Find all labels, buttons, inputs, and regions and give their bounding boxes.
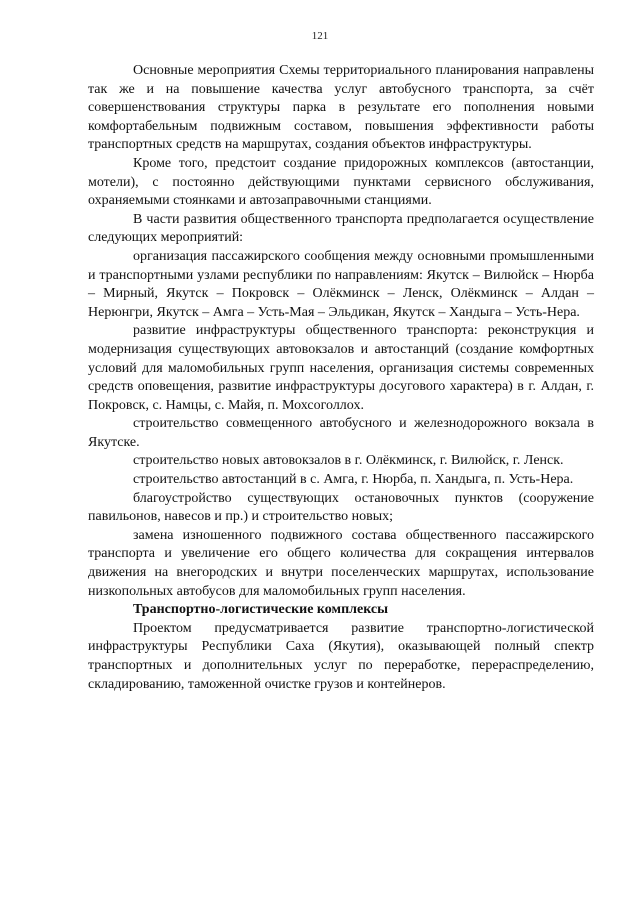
list-item-infrastructure-development: развитие инфраструктуры общественного транспорта: реконструкция и модернизация существующих автовокзалов и автостанций (создание комфортных условий для маломобильных групп населения, организация системы современных средств оповещения, развитие инфраструктуры досугового характера) в г. Алдан, г. Покровск, с. Намцы, с. Майя, п. Мохсоголлох. [88, 323, 594, 413]
paragraph-main-measures: Основные мероприятия Схемы территориального планирования направлены так же и на повышение качества услуг автобусного транспорта, за счёт совершенствования структуры парка в результате его пополнения новыми комфортабельным подвижным составом, повышения эффективности работы транспортных средств на маршрутах, создания объектов инфраструктуры. [88, 63, 594, 153]
list-item-stop-improvement: благоустройство существующих остановочных пунктов (сооружение павильонов, навесов и пр.) и строительство новых; [88, 490, 594, 525]
list-item-new-bus-terminals: строительство новых автовокзалов в г. Олёкминск, г. Вилюйск, г. Ленск. [133, 453, 564, 469]
list-item-fleet-replacement: замена изношенного подвижного состава общественного пассажирского транспорта и увеличение его общего количества для сокращения интервалов движения на внегородских и внутри поселенческих маршрутах, использование низкопольных автобусов для маломобильных групп населения. [88, 527, 594, 599]
list-item-passenger-routes: организация пассажирского сообщения между основными промышленными и транспортными узлами республики по направлениям: Якутск – Вилюйск – Нюрба – Мирный, Якутск – Покровск – Олёкминск – Ленск, Олёкминск – Алдан – Нерюнгри, Якутск – Амга – Усть-Мая – Эльдикан, Якутск – Хандыга – Усть-Нера. [88, 248, 594, 320]
paragraph-logistics: Проектом предусматривается развитие транспортно-логистической инфраструктуры Республики Саха (Якутия), оказывающей полный спектр транспортных и дополнительных услуг по переработке, перераспределению, складированию, таможенной очистке грузов и контейнеров. [88, 620, 594, 692]
paragraph-public-transport-intro: В части развития общественного транспорта предполагается осуществление следующих мероприятий: [88, 211, 594, 246]
list-item-bus-stations: строительство автостанций в с. Амга, г. Нюрба, п. Хандыга, п. Усть-Нера. [133, 472, 574, 488]
section-heading: Транспортно-логистические комплексы [133, 602, 389, 618]
list-item-combined-station: строительство совмещенного автобусного и железнодорожного вокзала в Якутске. [88, 416, 594, 450]
page-body [88, 62, 594, 694]
paragraph-roadside-complexes: Кроме того, предстоит создание придорожных комплексов (автостанции, мотели), с постоянно действующими пунктами сервисного обслуживания, охраняемыми стоянками и автозаправочными станциями. [88, 155, 594, 209]
page-number: 121 [311, 30, 329, 42]
